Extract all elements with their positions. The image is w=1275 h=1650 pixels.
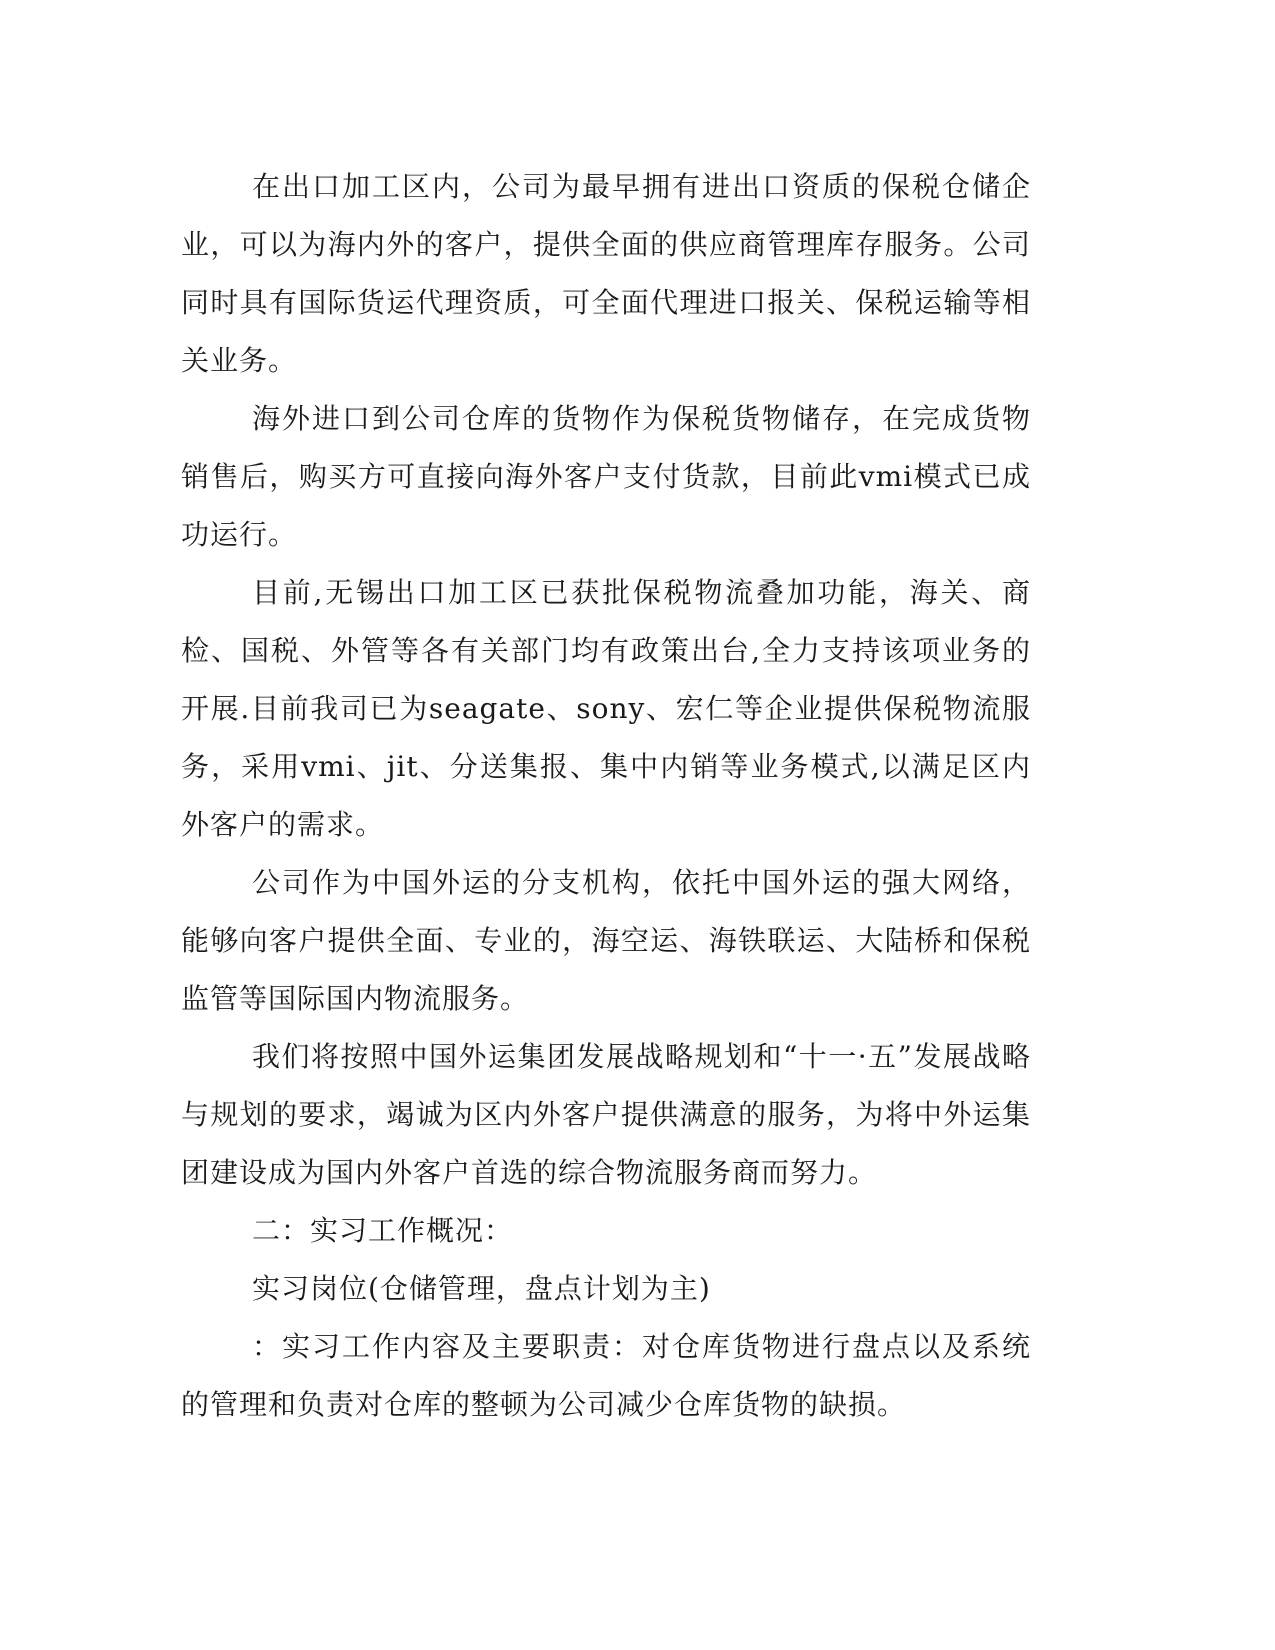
paragraph-internship-position: 实习岗位(仓储管理，盘点计划为主) — [252, 1272, 711, 1305]
section-heading-internship-overview: 二：实习工作概况： — [252, 1214, 514, 1247]
document-body — [181, 158, 1031, 1434]
paragraph-development-strategy: 我们将按照中国外运集团发展战略规划和“十一·五”发展战略与规划的要求，竭诚为区内外客户提供满意的服务，为将中外运集团建设成为国内外客户首选的综合物流服务商而努力。 — [181, 1040, 1031, 1189]
paragraph-sinotrans-branch: 公司作为中国外运的分支机构，依托中国外运的强大网络，能够向客户提供全面、专业的，海空运、海铁联运、大陆桥和保税监管等国际国内物流服务。 — [181, 866, 1031, 1015]
paragraph-internship-duties: ：实习工作内容及主要职责：对仓库货物进行盘点以及系统的管理和负责对仓库的整顿为公司减少仓库货物的缺损。 — [181, 1330, 1031, 1421]
paragraph-company-qualifications: 在出口加工区内，公司为最早拥有进出口资质的保税仓储企业，可以为海内外的客户，提供全面的供应商管理库存服务。公司同时具有国际货运代理资质，可全面代理进口报关、保税运输等相关业务。 — [181, 170, 1031, 377]
paragraph-bonded-logistics: 目前,无锡出口加工区已获批保税物流叠加功能，海关、商检、国税、外管等各有关部门均有政策出台,全力支持该项业务的开展.目前我司已为seagate、sony、宏仁等企业提供保税物流服务，采用vmi、jit、分送集报、集中内销等业务模式,以满足区内外客户的需求。 — [181, 576, 1031, 841]
paragraph-vmi-model: 海外进口到公司仓库的货物作为保税货物储存，在完成货物销售后，购买方可直接向海外客户支付货款，目前此vmi模式已成功运行。 — [181, 402, 1031, 551]
